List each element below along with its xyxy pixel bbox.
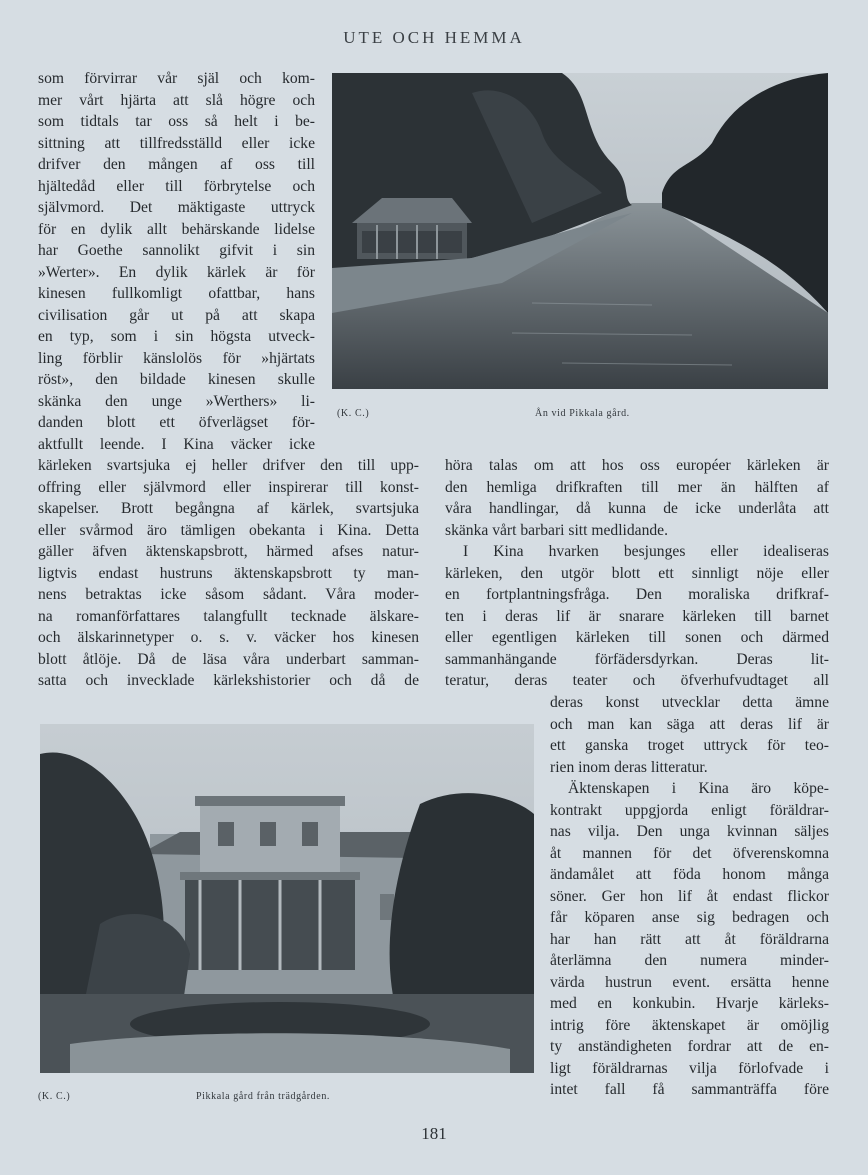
- text-line: intrig före äktenskapet är omöjlig: [550, 1016, 829, 1034]
- text-line: ling förblir känslolös för »hjärtats: [38, 349, 315, 367]
- text-line: som förvirrar vår själ och kom-: [38, 70, 315, 87]
- text-line: blott åtlöje. Då de läsa våra underbart samman-: [38, 650, 419, 668]
- text-line: med en konkubin. Hvarje kärleks-: [550, 995, 829, 1012]
- text-line: en typ, som i sin högsta utveck-: [38, 328, 315, 345]
- text-line: hjältedåd eller till förbrytelse och: [38, 177, 315, 195]
- text-line: höra talas om att hos oss européer kärleken är: [445, 457, 829, 474]
- text-line: ett ganska troget uttryck för teo-: [550, 737, 829, 754]
- text-line: åt mannen för det öfverenskomna: [550, 844, 829, 862]
- text-line: mer vårt hjärta att slå högre och: [38, 91, 315, 109]
- text-line: självmord. Det mäktigaste uttryck: [38, 199, 315, 216]
- text-line: skänka den unge »Werthers» li-: [38, 392, 315, 410]
- manor-house-photo: [40, 724, 534, 1073]
- text-line: värda hustrun event. ersätta henne: [550, 973, 829, 991]
- page-number: 181: [421, 1124, 447, 1143]
- text-line: eller egentligen kärleken till sonen och därmed: [445, 629, 829, 646]
- text-line: kärleken svartsjuka ej heller drifver den till upp-: [38, 457, 419, 474]
- text-line: våra handlingar, då kunna de icke underlåta att: [445, 500, 829, 517]
- text-line: Äktenskapen i Kina äro köpe-: [568, 780, 829, 797]
- text-line: skänka vårt barbari sitt medlidande.: [445, 521, 669, 539]
- text-line: deras konst utvecklar detta ämne: [550, 694, 829, 711]
- text-line: ten i deras lif är snarare kärleken till barnet: [445, 607, 829, 625]
- text-line: röst», den bildade kinesen skulle: [38, 371, 315, 388]
- text-line: rien inom deras litteratur.: [550, 758, 708, 776]
- text-line: sammanhängande förfädersdyrkan. Deras lit-: [445, 650, 829, 668]
- text-line: na romanförfattares talangfullt tecknade älskare-: [38, 607, 419, 625]
- text-line: skapelser. Brott begångna af kärlek, svartsjuka: [38, 500, 419, 517]
- text-line: har Goethe sannolikt gifvit i sin: [38, 242, 315, 259]
- manor-photo-caption: Pikkala gård från trädgården.: [196, 1091, 331, 1102]
- text-line: eller svårmod äro tämligen obekanta i Kina. Detta: [38, 521, 419, 539]
- text-line: återlämna den numera minder-: [550, 952, 829, 969]
- text-line: och man kan säga att deras lif är: [550, 715, 829, 733]
- river-photo: [332, 73, 828, 389]
- text-line: för en dylik allt behärskande lidelse: [38, 220, 315, 238]
- text-line: och älskarinnetyper o. s. v. väcker hos kinesen: [38, 629, 419, 646]
- text-line: nens betraktas icke såsom sådant. Våra moder-: [38, 586, 419, 603]
- running-header: UTE OCH HEMMA: [343, 28, 525, 47]
- text-line: sittning att tillfredsställd eller icke: [38, 134, 315, 152]
- text-line: intet fall få sammanträffa före: [550, 1081, 829, 1098]
- text-line: som tidtals tar oss så helt i be-: [38, 113, 315, 130]
- text-line: ligt föräldrarnas vilja förlofvade i: [550, 1059, 829, 1077]
- text-line: drifver den mången af oss till: [38, 156, 315, 173]
- text-line: den hemliga drifkraften till mer än hälften af: [445, 478, 829, 496]
- manor-photo-credit: (K. C.): [38, 1091, 71, 1102]
- text-line: nas vilja. Den unga kvinnan säljes: [550, 823, 829, 840]
- text-line: söner. Ger hon lif åt endast flickor: [550, 887, 829, 905]
- text-line: teratur, deras teater och öfverhufvudtaget all: [445, 672, 829, 689]
- text-line: kontrakt uppgjorda enligt föräldrar-: [550, 801, 829, 819]
- text-line: ändamålet att föda honom många: [550, 866, 829, 883]
- text-line: danden blott ett öfverlägset för-: [38, 414, 315, 431]
- text-line: satta och invecklade kärlekshistorier och då de: [38, 672, 419, 689]
- text-line: gäller äfven äktenskapsbrott, härmed afses natur-: [38, 543, 419, 560]
- text-line: kärleken, den utgör blott ett sinnligt nöje eller: [445, 564, 829, 582]
- text-line: kinesen fullkomligt ofattbar, hans: [38, 285, 315, 302]
- text-line: aktfullt leende. I Kina väcker icke: [38, 435, 315, 453]
- river-photo-credit: (K. C.): [337, 408, 370, 419]
- text-line: »Werter». En dylik kärlek är för: [38, 263, 315, 281]
- text-line: I Kina hvarken besjunges eller idealiseras: [463, 543, 829, 560]
- text-line: får köparen anse sig bedragen och: [550, 909, 829, 926]
- text-line: civilisation går ut på att skapa: [38, 306, 315, 324]
- river-photo-caption: Ån vid Pikkala gård.: [535, 408, 630, 419]
- text-line: ligtvis endast hustruns äktenskapsbrott ty man-: [38, 564, 419, 582]
- text-line: ty anständigheten fordrar att de en-: [550, 1038, 829, 1055]
- text-line: offring eller självmord eller inspirerar till konst-: [38, 478, 419, 496]
- text-line: har han rätt att åt föräldrarna: [550, 930, 829, 948]
- text-line: en fortplantningsfråga. Den moraliska drifkraf-: [445, 586, 829, 603]
